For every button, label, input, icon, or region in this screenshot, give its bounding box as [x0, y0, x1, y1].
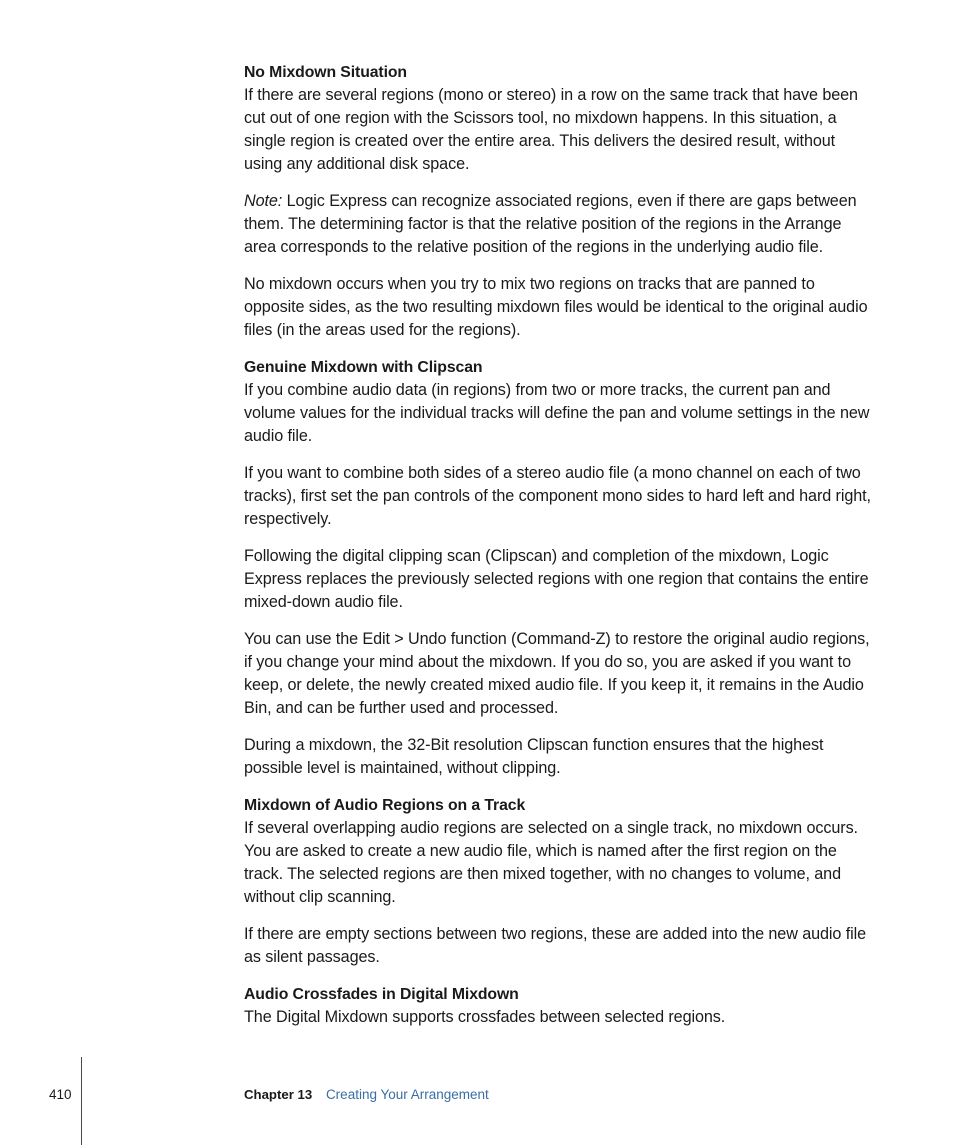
body-paragraph: No mixdown occurs when you try to mix two regions on tracks that are panned to opposite sides, as the two resulting mixdown files would be identical to the original audio files (in the areas used for the regions).	[244, 275, 868, 339]
body-paragraph: If there are empty sections between two regions, these are added into the new audio file as silent passages.	[244, 925, 866, 966]
note-label: Note:	[244, 192, 283, 210]
body-paragraph: If there are several regions (mono or stereo) in a row on the same track that have been cut out of one region with the Scissors tool, no mixdown happens. In this situation, a single region is created over the entire area. This delivers the desired result, without using any additional disk space.	[244, 86, 858, 173]
chapter-label: Chapter 13	[244, 1087, 313, 1102]
note-paragraph	[244, 190, 876, 259]
section-heading: No Mixdown Situation	[244, 64, 407, 81]
section-heading: Genuine Mixdown with Clipscan	[244, 359, 483, 376]
body-paragraph: The Digital Mixdown supports crossfades between selected regions.	[244, 1008, 726, 1026]
section-audio-crossfades	[244, 983, 876, 1029]
body-paragraph: Following the digital clipping scan (Clipscan) and completion of the mixdown, Logic Express replaces the previously selected regions with one region that contains the entire mixed-down audio file.	[244, 547, 869, 611]
body-paragraph: If you combine audio data (in regions) from two or more tracks, the current pan and volume values for the individual tracks will define the pan and volume settings in the new audio file.	[244, 381, 870, 445]
footer-divider	[81, 1057, 82, 1145]
page-body	[244, 61, 876, 1043]
section-mixdown-on-track	[244, 794, 876, 969]
body-paragraph: You can use the Edit > Undo function (Command-Z) to restore the original audio regions, if you change your mind about the mixdown. If you do so, you are asked if you want to keep, or delete, the newly created mixed audio file. If you keep it, it remains in the Audio Bin, and can be further used and processed.	[244, 630, 870, 717]
footer-chapter	[244, 1086, 489, 1104]
body-paragraph: During a mixdown, the 32-Bit resolution Clipscan function ensures that the highest possible level is maintained, without clipping.	[244, 736, 824, 777]
section-genuine-mixdown	[244, 356, 876, 780]
page-number: 410	[49, 1087, 72, 1102]
section-heading: Audio Crossfades in Digital Mixdown	[244, 986, 519, 1003]
section-no-mixdown-situation	[244, 61, 876, 342]
body-paragraph: If you want to combine both sides of a stereo audio file (a mono channel on each of two tracks), first set the pan controls of the component mono sides to hard left and hard right, respectively.	[244, 464, 871, 528]
note-text: Logic Express can recognize associated regions, even if there are gaps between them. The determining factor is that the relative position of the regions in the Arrange area corresponds to the relative position of the regions in the underlying audio file.	[244, 192, 857, 256]
chapter-title-link[interactable]: Creating Your Arrangement	[325, 1087, 489, 1102]
body-paragraph: If several overlapping audio regions are selected on a single track, no mixdown occurs. You are asked to create a new audio file, which is named after the first region on the track. The selected regions are then mixed together, with no changes to volume, and without clip scanning.	[244, 819, 858, 906]
section-heading: Mixdown of Audio Regions on a Track	[244, 797, 526, 814]
